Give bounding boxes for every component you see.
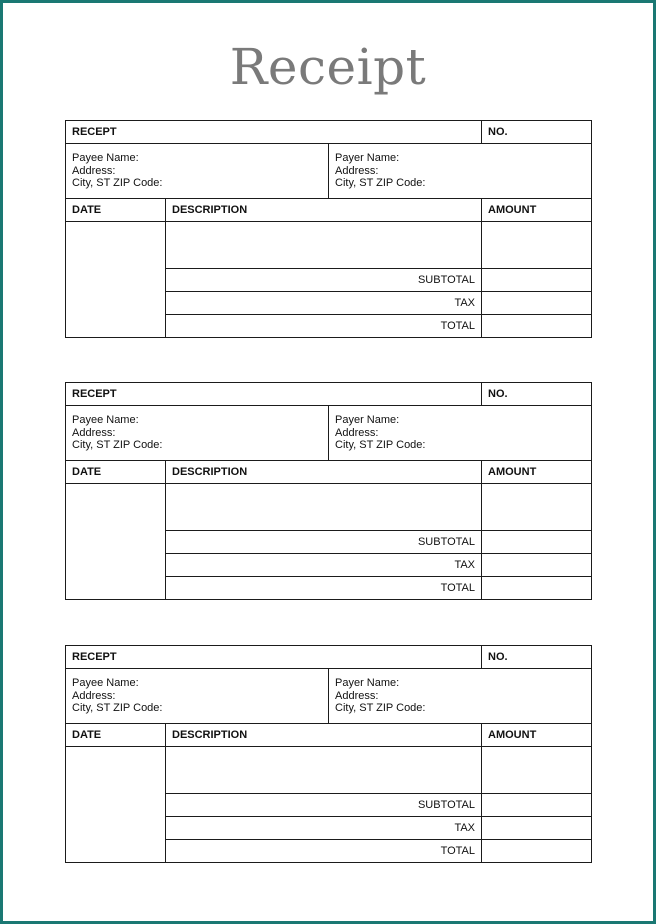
tax-label: TAX: [166, 554, 482, 577]
tax-value-cell[interactable]: [482, 292, 592, 315]
total-label: TOTAL: [166, 577, 482, 600]
receipt-form: [65, 382, 592, 600]
tax-value-cell[interactable]: [482, 554, 592, 577]
amount-cell[interactable]: [482, 747, 592, 794]
payer-name-label: Payer Name:: [335, 414, 400, 427]
total-label: TOTAL: [166, 315, 482, 338]
receipt-label: RECEPT: [66, 121, 482, 144]
amount-column-header: AMOUNT: [482, 461, 592, 484]
receipt-form: [65, 645, 592, 863]
payee-city-label: City, ST ZIP Code:: [72, 439, 163, 452]
payer-block[interactable]: [329, 144, 592, 199]
amount-column-header: AMOUNT: [482, 724, 592, 747]
subtotal-value-cell[interactable]: [482, 269, 592, 292]
total-value-cell[interactable]: [482, 840, 592, 863]
total-value-cell[interactable]: [482, 577, 592, 600]
payer-name-label: Payer Name:: [335, 152, 400, 165]
payee-address-label: Address:: [72, 164, 116, 177]
payer-block[interactable]: [329, 406, 592, 461]
payer-city-label: City, ST ZIP Code:: [335, 702, 426, 715]
receipt-number-label[interactable]: NO.: [482, 121, 592, 144]
receipt-label: RECEPT: [66, 646, 482, 669]
receipt-form: [65, 120, 592, 338]
payer-name-label: Payer Name:: [335, 677, 400, 690]
description-cell[interactable]: [166, 484, 482, 531]
subtotal-label: SUBTOTAL: [166, 269, 482, 292]
description-column-header: DESCRIPTION: [166, 724, 482, 747]
payee-name-label: Payee Name:: [72, 677, 139, 690]
payer-address-label: Address:: [335, 689, 379, 702]
payer-address-label: Address:: [335, 426, 379, 439]
amount-column-header: AMOUNT: [482, 199, 592, 222]
payer-city-label: City, ST ZIP Code:: [335, 439, 426, 452]
receipt-number-label[interactable]: NO.: [482, 646, 592, 669]
amount-cell[interactable]: [482, 222, 592, 269]
payee-block[interactable]: [66, 144, 329, 199]
date-column-header: DATE: [66, 724, 166, 747]
amount-cell[interactable]: [482, 484, 592, 531]
description-cell[interactable]: [166, 222, 482, 269]
receipt-label: RECEPT: [66, 383, 482, 406]
total-label: TOTAL: [166, 840, 482, 863]
date-cell[interactable]: [66, 747, 166, 863]
payee-address-label: Address:: [72, 689, 116, 702]
subtotal-label: SUBTOTAL: [166, 531, 482, 554]
subtotal-value-cell[interactable]: [482, 531, 592, 554]
tax-label: TAX: [166, 817, 482, 840]
description-cell[interactable]: [166, 747, 482, 794]
payee-city-label: City, ST ZIP Code:: [72, 702, 163, 715]
description-column-header: DESCRIPTION: [166, 199, 482, 222]
date-cell[interactable]: [66, 222, 166, 338]
page-title: Receipt: [229, 38, 427, 96]
tax-value-cell[interactable]: [482, 817, 592, 840]
payer-city-label: City, ST ZIP Code:: [335, 177, 426, 190]
payee-address-label: Address:: [72, 426, 116, 439]
date-cell[interactable]: [66, 484, 166, 600]
payer-address-label: Address:: [335, 164, 379, 177]
total-value-cell[interactable]: [482, 315, 592, 338]
payee-name-label: Payee Name:: [72, 414, 139, 427]
payee-block[interactable]: [66, 406, 329, 461]
date-column-header: DATE: [66, 461, 166, 484]
receipt-number-label[interactable]: NO.: [482, 383, 592, 406]
tax-label: TAX: [166, 292, 482, 315]
payee-city-label: City, ST ZIP Code:: [72, 177, 163, 190]
description-column-header: DESCRIPTION: [166, 461, 482, 484]
payee-name-label: Payee Name:: [72, 152, 139, 165]
subtotal-label: SUBTOTAL: [166, 794, 482, 817]
payer-block[interactable]: [329, 669, 592, 724]
date-column-header: DATE: [66, 199, 166, 222]
subtotal-value-cell[interactable]: [482, 794, 592, 817]
payee-block[interactable]: [66, 669, 329, 724]
